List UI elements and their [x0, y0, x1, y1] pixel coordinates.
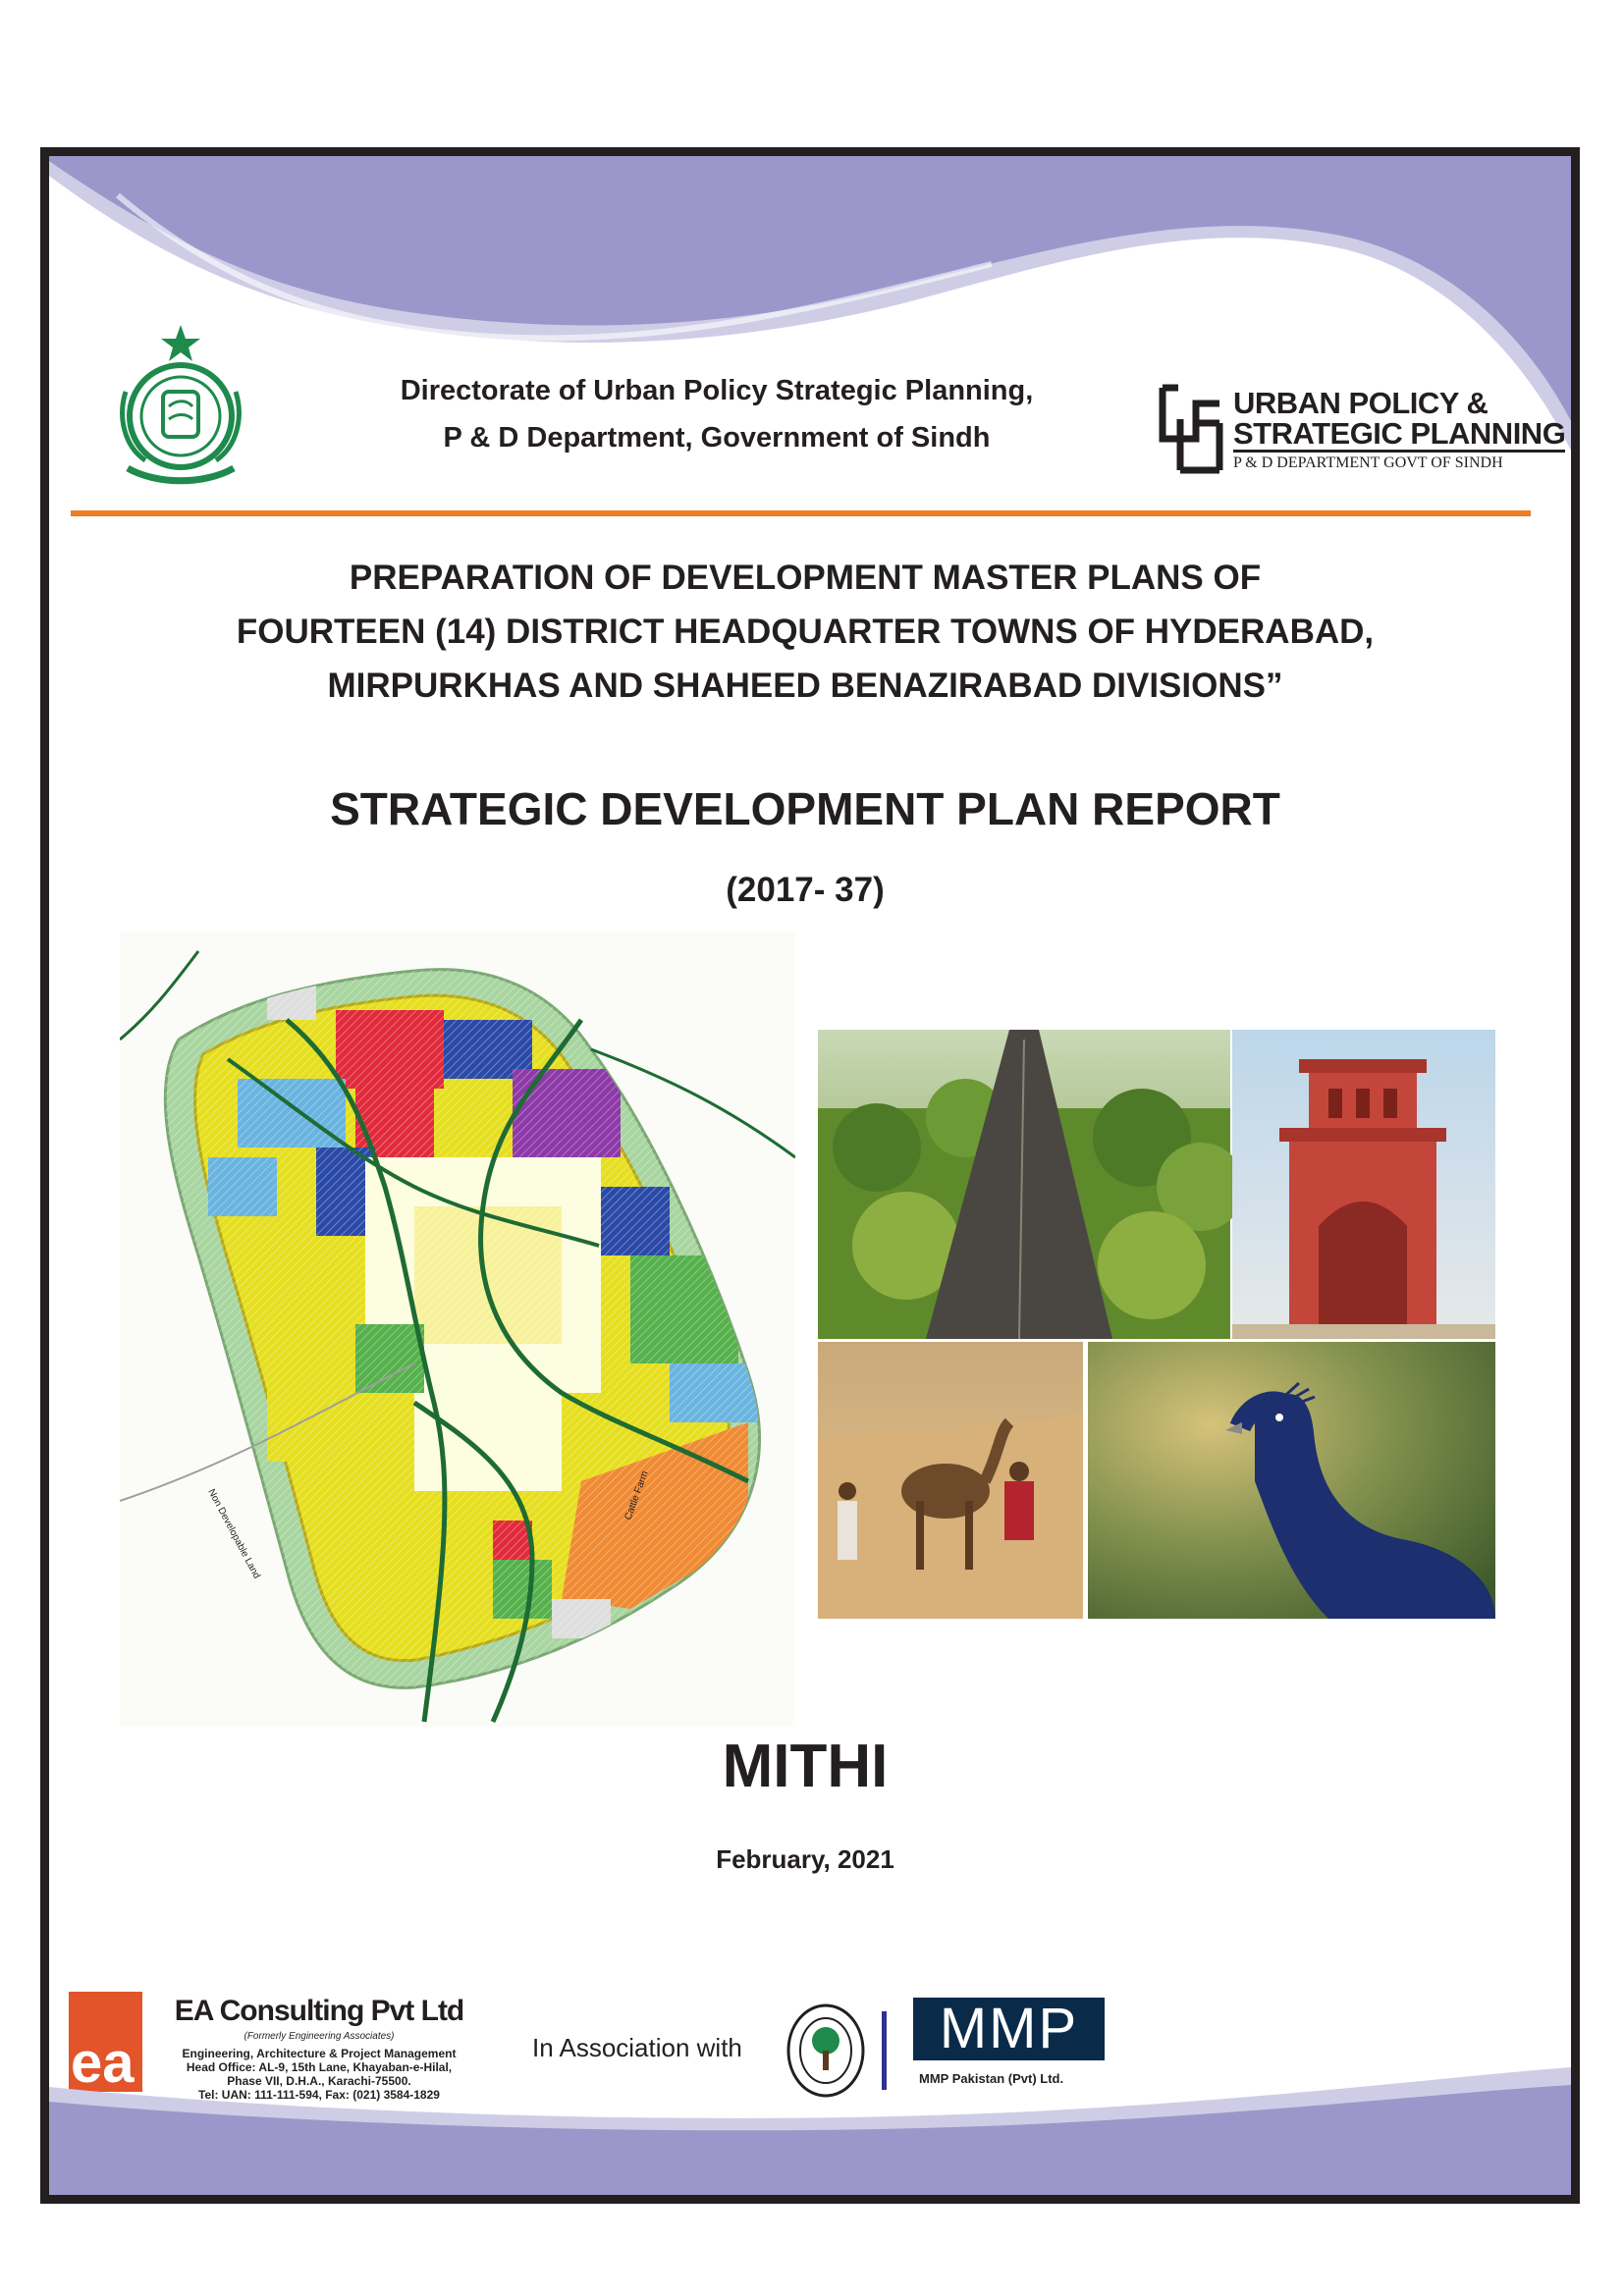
project-title-line-2: FOURTEEN (14) DISTRICT HEADQUARTER TOWNS OF HYDERABAD,	[236, 613, 1375, 651]
land-use-map	[120, 932, 795, 1727]
ea-consulting-formerly: (Formerly Engineering Associates)	[244, 2031, 395, 2042]
mmp-logo	[913, 1998, 1105, 2060]
report-period: (2017- 37)	[726, 871, 885, 909]
directorate-line-2: P & D Department, Government of Sindh	[443, 422, 991, 454]
photo-road	[818, 1030, 1245, 1339]
ea-address-line-3: Phase VII, D.H.A., Karachi-75500.	[227, 2074, 411, 2088]
directorate-line-1: Directorate of Urban Policy Strategic Planning,	[400, 375, 1034, 406]
page-frame	[40, 147, 1580, 2204]
report-title: STRATEGIC DEVELOPMENT PLAN REPORT	[330, 783, 1280, 834]
ea-address-line-4: Tel: UAN: 111-111-594, Fax: (021) 3584-1829	[198, 2088, 440, 2102]
directorate-heading	[353, 367, 1080, 461]
mmp-logo-text: MMP	[939, 1997, 1079, 2060]
project-title-line-1: PREPARATION OF DEVELOPMENT MASTER PLANS OF	[349, 559, 1262, 597]
urban-policy-logo-line-1: URBAN POLICY &	[1233, 386, 1489, 420]
orange-divider	[71, 510, 1531, 516]
report-date: February, 2021	[716, 1844, 894, 1874]
photo-clock-tower	[1232, 1030, 1495, 1339]
ea-address-line-1: Engineering, Architecture & Project Management	[182, 2047, 457, 2060]
association-text: In Association with	[532, 2033, 742, 2062]
svg-text:ea: ea	[71, 2031, 135, 2092]
ea-consulting-name: EA Consulting Pvt Ltd	[174, 1995, 464, 2027]
urban-policy-logo-line-2: STRATEGIC PLANNING	[1233, 416, 1566, 451]
map-label-non-developable: Non Developable Land	[205, 1487, 262, 1581]
photo-peacock	[1088, 1342, 1495, 1619]
photo-desert-caravan	[818, 1342, 1083, 1619]
project-title-line-3: MIRPURKHAS AND SHAHEED BENAZIRABAD DIVISIONS”	[327, 667, 1283, 705]
town-name: MITHI	[722, 1733, 889, 1800]
photo-collage	[818, 1030, 1495, 1619]
urban-policy-logo-line-3: P & D DEPARTMENT GOVT OF SINDH	[1233, 454, 1503, 471]
bottom-wave-decoration	[49, 2057, 1571, 2195]
urban-policy-logo-mark	[1157, 384, 1225, 474]
ea-address-line-2: Head Office: AL-9, 15th Lane, Khayaban-e-Hilal,	[186, 2060, 453, 2074]
mmp-company-name: MMP Pakistan (Pvt) Ltd.	[919, 2071, 1064, 2086]
urban-policy-logo	[1157, 384, 1566, 474]
project-title	[128, 551, 1483, 713]
map-label-cattle-farm: Cattle Farm	[623, 1469, 651, 1522]
sindh-government-emblem	[108, 323, 253, 490]
